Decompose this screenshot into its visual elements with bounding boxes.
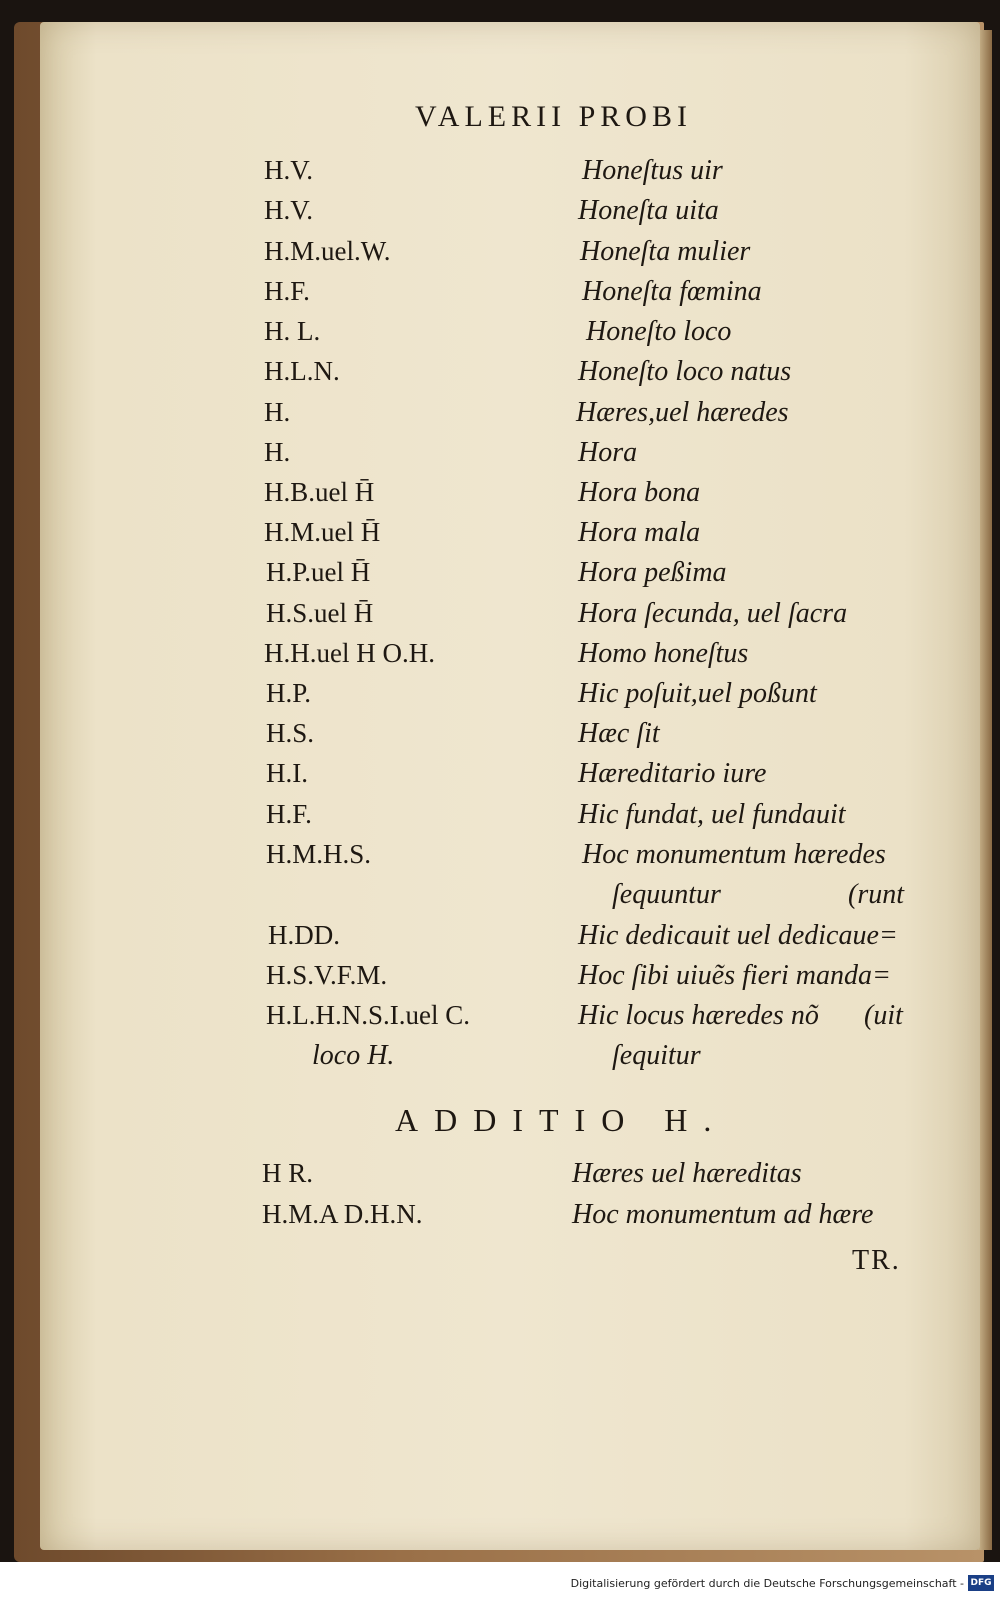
entry-expansion: Honeſta mulier [580, 236, 751, 267]
entry-expansion: Hic poſuit,uel poßunt [578, 678, 817, 709]
entry-abbreviation: H.F. [264, 276, 310, 306]
entry-expansion: Honeſtus uir [582, 155, 723, 186]
entry-abbreviation: H.M.uel H̄ [264, 517, 381, 547]
page-edge-strip [978, 30, 992, 1550]
entry-expansion: Honeſto loco natus [578, 356, 792, 387]
entry-turnover-fragment: (uit [864, 1000, 903, 1031]
entry-abbreviation: H.S. [266, 718, 315, 748]
entry-expansion: Hora bona [578, 477, 701, 508]
entry-abbreviation: H.L.N. [264, 356, 340, 386]
entry-expansion: Hic fundat, uel fundauit [578, 799, 846, 830]
entry-expansion: Honeſta uita [578, 195, 719, 226]
entry-abbreviation: H.L.H.N.S.I.uel C. [266, 1000, 470, 1030]
entry-abbreviation: H.M.H.S. [266, 839, 372, 869]
entry-abbreviation: H. [264, 397, 291, 427]
entry-abbreviation: H.I. [266, 758, 308, 788]
entry-abbreviation: H.M.uel.W. [264, 236, 391, 266]
entry-expansion: Hæc ſit [578, 718, 660, 749]
entry-abbreviation: H. L. [264, 316, 321, 346]
entry-expansion: Hæres uel hæreditas [572, 1158, 802, 1189]
entry-expansion: Hora mala [578, 517, 701, 548]
entry-abbreviation: H.P.uel H̄ [266, 557, 371, 587]
book-page [40, 22, 980, 1550]
entry-abbreviation: H.S.V.F.M. [266, 960, 388, 990]
entry-abbreviation: H.M.A D.H.N. [262, 1199, 423, 1229]
entry-expansion: Hæres,uel hæredes [576, 397, 789, 428]
entry-abbreviation: H. [264, 437, 291, 467]
entry-expansion: Hora peßima [578, 557, 727, 588]
entry-abbreviation: H.F. [266, 799, 312, 829]
entry-expansion: Hoc monumentum ad hære [572, 1199, 874, 1230]
entry-abbreviation-continuation: loco H. [312, 1040, 395, 1071]
entry-abbreviation: H.V. [264, 155, 314, 185]
running-head: VALERII PROBI [415, 100, 692, 133]
entry-expansion: Hora [578, 437, 638, 468]
entry-expansion: Honeſto loco [586, 316, 732, 347]
entry-abbreviation: H.B.uel H̄ [264, 477, 375, 507]
entry-expansion: Hoc monumentum hæredes [582, 839, 886, 870]
section-heading: ADDITIO H. [395, 1102, 728, 1138]
entry-abbreviation: H R. [262, 1158, 314, 1188]
entry-abbreviation: H.P. [266, 678, 312, 708]
entry-expansion: Hæreditario iure [578, 758, 767, 789]
entry-turnover-fragment: (runt [848, 879, 904, 910]
entry-expansion: Homo honeſtus [578, 638, 749, 669]
entry-expansion-continuation: ſequitur [612, 1040, 701, 1071]
entry-expansion: Hic locus hæredes nõ [578, 1000, 819, 1031]
dfg-logo: DFG [968, 1575, 994, 1591]
entry-expansion: Hora ſecunda, uel ſacra [578, 598, 848, 629]
entry-abbreviation: H.S.uel H̄ [266, 598, 374, 628]
entry-expansion-continuation: ſequuntur [612, 879, 721, 910]
entry-expansion: Hoc ſibi uiuẽs fieri manda= [578, 960, 891, 991]
catchword: TR. [852, 1245, 901, 1276]
entry-abbreviation: H.H.uel H O.H. [264, 638, 435, 668]
entry-expansion: Honeſta fœmina [582, 276, 762, 307]
entry-abbreviation: H.V. [264, 195, 314, 225]
funding-notice: Digitalisierung gefördert durch die Deutsche Forschungsgemeinschaft - [570, 1577, 964, 1590]
entry-abbreviation: H.DD. [268, 920, 340, 950]
entry-expansion: Hic dedicauit uel dedicaue= [578, 920, 898, 951]
